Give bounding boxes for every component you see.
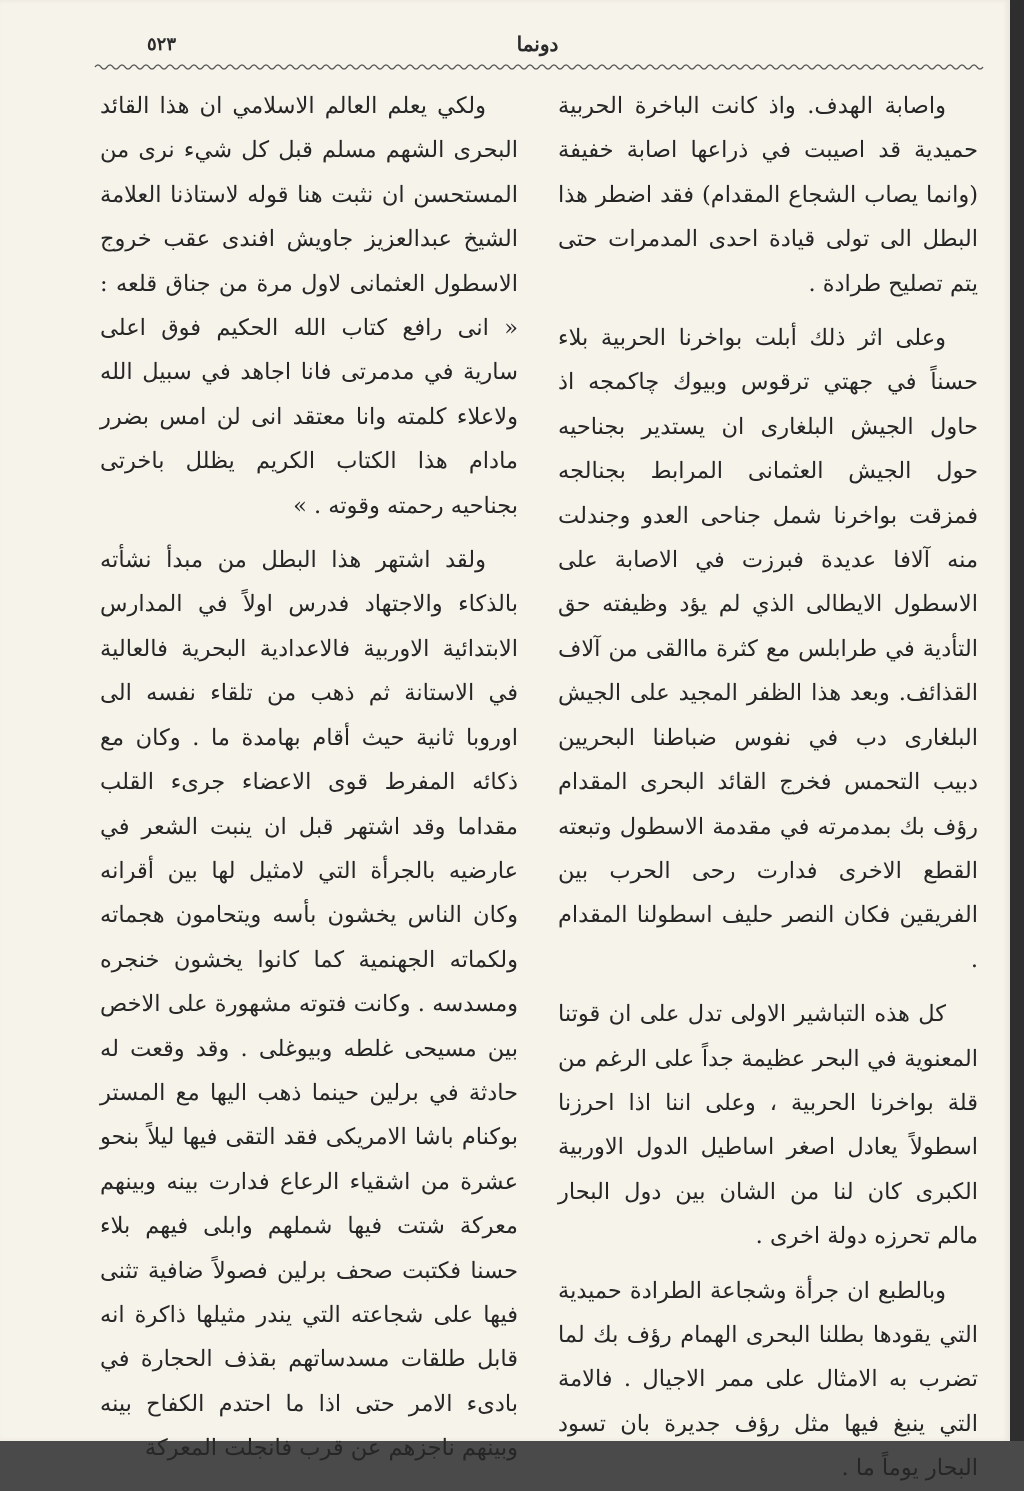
paragraph: وعلى اثر ذلك أبلت بواخرنا الحربية بلاء حسناً في جهتي ترقوس وبيوك چاكمجه اذ حاول الجيش البلغارى ان يستدير بجناحيه حول الجيش العثمانى المرابط بجنالجه فمزقت بواخرنا شمل جناحى العدو وجندلت منه آلافا عديدة فبرزت في الاصابة على الاسطول الايطالى الذي لم يؤد وظيفته حق التأدية في طرابلس مع كثرة ماالقى من آلاف القذائف. وبعد هذا الظفر المجيد على الجيش البلغارى دب في نفوس ضباطنا البحريين دبيب التحمس فخرج القائد البحرى المقدام رؤف بك بمدمرته في مقدمة الاسطول وتبعته القطع الاخرى فدارت رحى الحرب بين الفريقين فكان النصر حليف اسطولنا المقدام . bbox=[558, 325, 978, 973]
left-column bbox=[100, 84, 518, 1462]
running-head: دونما bbox=[516, 32, 559, 56]
page-number: ٥٢٣ bbox=[147, 34, 177, 55]
paragraph: ولقد اشتهر هذا البطل من مبدأ نشأته بالذكاء والاجتهاد فدرس اولاً في المدارس الابتدائية الاوربية فالاعدادية البحرية فالعالية في الاستانة ثم ذهب من تلقاء نفسه الى اوروبا ثانية حيث أقام بهامدة ما . وكان مع ذكائه المفرط قوى الاعضاء جرىء القلب مقداما وقد اشتهر قبل ان ينبت الشعر في عارضيه بالجرأة التي لامثيل لها بين أقرانه وكان الناس يخشون بأسه ويتحامون هجماته ولكماته الجهنمية كما كانوا يخشون خنجره ومسدسه . وكانت فتوته مشهورة على الاخص بين مسيحى غلطه وبيوغلى . وقد وقعت له حادثة في برلين حينما ذهب اليها مع المستر بوكنام باشا الامريكى فقد التقى فيها ليلاً بنحو عشرة من اشقياء الرعاع فدارت بينه وبينهم معركة شتت فيها شملهم وابلى فيهم بلاء حسنا فكتبت صحف برلين فصولاً ضافية تثنى فيها على شجاعته التي يندر مثيلها ذاكرة انه قابل طلقات مسدساتهم بقذف الحجارة في بادىء الامر حتى اذا ما احتدم الكفاح بينه وبينهم ناجزهم عن قرب فانجلت المعركة bbox=[100, 547, 518, 1462]
paragraph: كل هذه التباشير الاولى تدل على ان قوتنا المعنوية في البحر عظيمة جداً على الرغم من قلة بواخرنا الحربية ، وعلى اننا اذا احرزنا اسطولاً يعادل اصغر اساطيل الدول الاوربية الكبرى كان لنا من الشان بين دول البحار مالم تحرزه دولة اخرى . bbox=[558, 1001, 978, 1250]
right-column bbox=[558, 84, 978, 1482]
wavy-divider bbox=[95, 60, 980, 74]
scan-edge bbox=[1010, 0, 1024, 1441]
paragraph: وبالطبع ان جرأة وشجاعة الطرادة حميدية التي يقودها بطلنا البحرى الهمام رؤف بك لما تضرب به الامثال على ممر الاجيال . فالامة التي ينبغ فيها مثل رؤف جديرة بان تسود البحار يوماً ما . bbox=[558, 1277, 978, 1482]
paragraph: ولكي يعلم العالم الاسلامي ان هذا القائد البحرى الشهم مسلم قبل كل شيء نرى من المستحسن ان نثبت هنا قوله لاستاذنا العلامة الشيخ عبدالعزيز جاويش افندى عقب خروج الاسطول العثمانى لاول مرة من جناق قلعه : « انى رافع كتاب الله الحكيم فوق اعلى سارية في مدمرتى فانا اجاهد في سبيل الله ولاعلاء كلمته وانا معتقد انى لن امس بضرر مادام هذا الكتاب الكريم يظلل باخرتى بجناحيه رحمته وقوته . » bbox=[100, 93, 518, 519]
paragraph: واصابة الهدف. واذ كانت الباخرة الحربية حميدية قد اصيبت في ذراعها اصابة خفيفة (وانما يصاب الشجاع المقدام) فقد اضطر هذا البطل الى تولى قيادة احدى المدمرات حتى يتم تصليح طرادة . bbox=[558, 93, 978, 297]
page-header bbox=[95, 28, 980, 64]
